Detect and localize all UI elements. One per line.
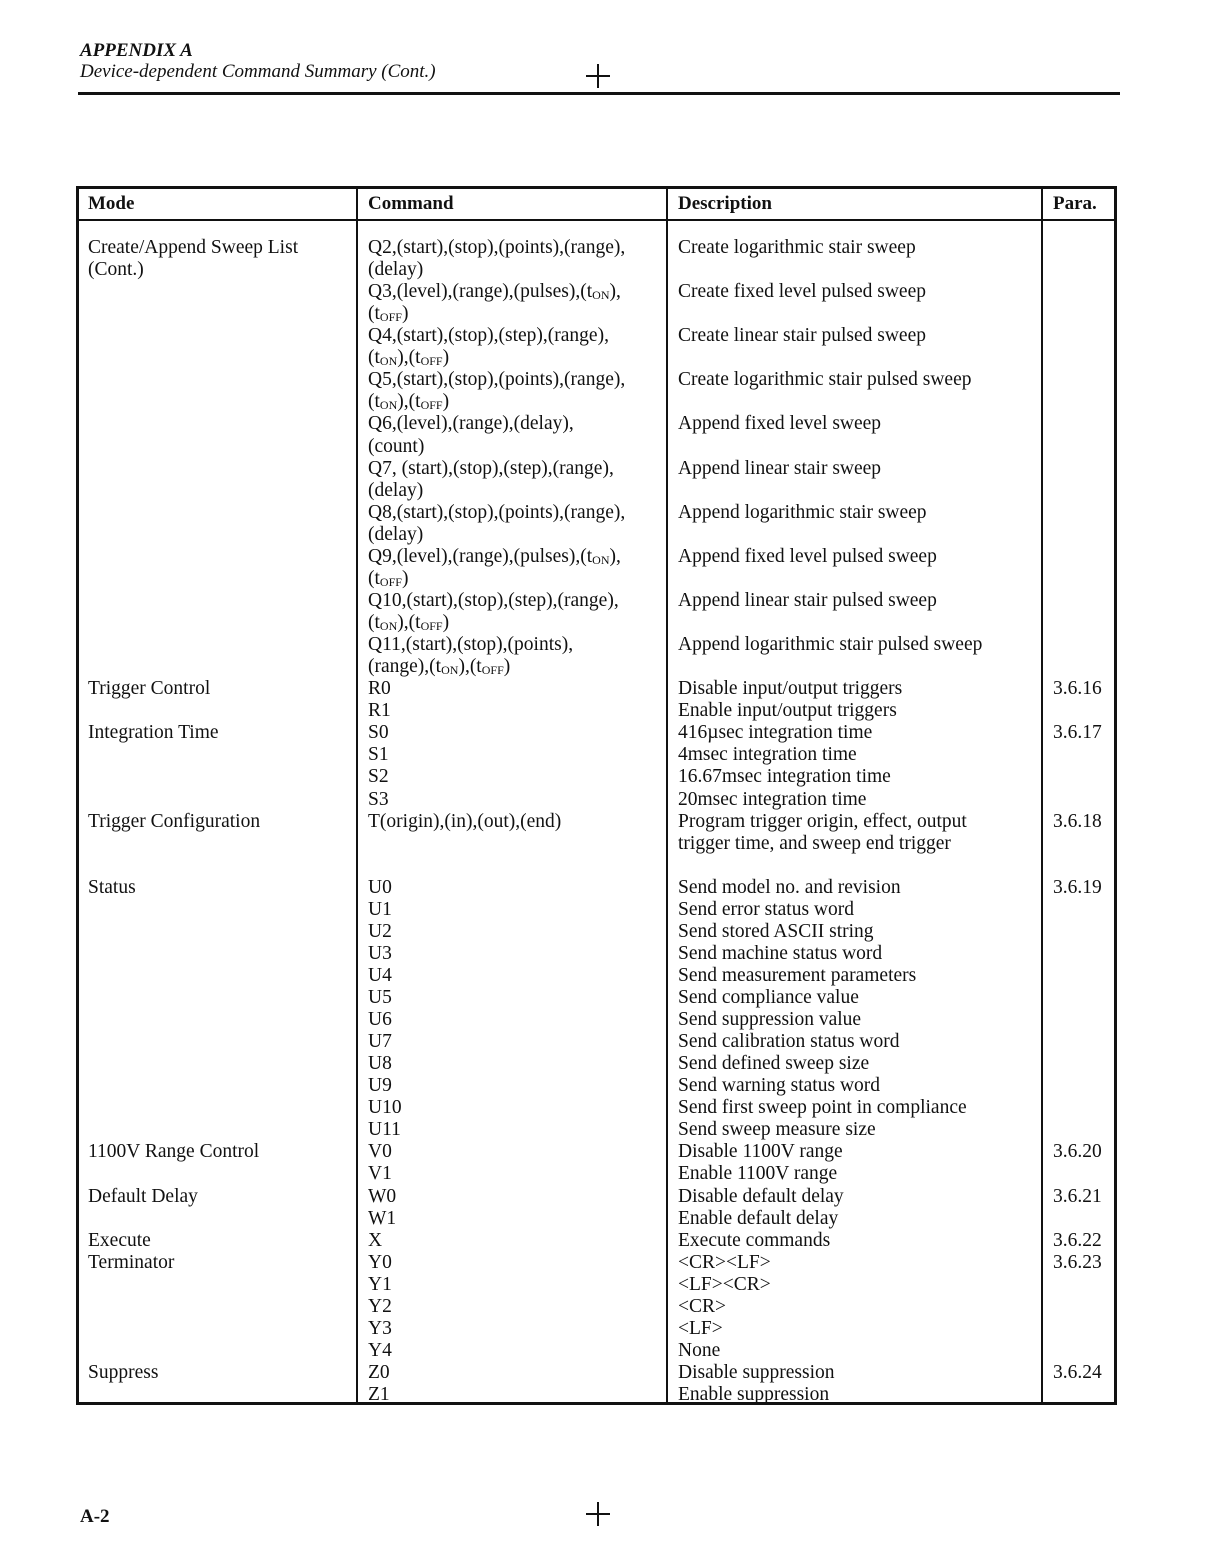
- mode-cell: Execute: [88, 1230, 151, 1251]
- mode-cell: 1100V Range Control: [88, 1141, 260, 1162]
- description-cell: Append fixed level sweep: [678, 413, 882, 434]
- command-cell: $Q9,(level),(range),(pulses),(t_{ON})$,: [368, 546, 621, 567]
- description-cell: Enable default delay: [678, 1208, 839, 1229]
- command-cell: Q2,(start),(stop),(points),(range),: [368, 237, 626, 258]
- description-cell: Disable 1100V range: [678, 1141, 843, 1162]
- command-cell: U0: [368, 877, 392, 898]
- para-cell: 3.6.16: [1053, 678, 1102, 699]
- mode-cell: Default Delay: [88, 1186, 198, 1207]
- command-cell: $(t_{OFF})$: [368, 303, 409, 324]
- column-header-description: Description: [678, 193, 772, 214]
- command-cell: $Q3,(level),(range),(pulses),(t_{ON})$,: [368, 281, 621, 302]
- command-cell: Q10,(start),(stop),(step),(range),: [368, 590, 619, 611]
- command-cell: Q6,(level),(range),(delay),: [368, 413, 574, 434]
- command-cell: Y0: [368, 1252, 392, 1273]
- command-cell: V0: [368, 1141, 392, 1162]
- command-cell: W0: [368, 1186, 397, 1207]
- command-cell: Z1: [368, 1384, 390, 1405]
- command-cell: S0: [368, 722, 389, 743]
- description-cell: Send first sweep point in compliance: [678, 1097, 967, 1118]
- description-cell: Create logarithmic stair pulsed sweep: [678, 369, 972, 390]
- registration-mark-icon: [586, 64, 610, 88]
- command-cell: X: [368, 1230, 383, 1251]
- description-cell: Create fixed level pulsed sweep: [678, 281, 926, 302]
- command-cell: R1: [368, 700, 391, 721]
- description-cell: Create logarithmic stair sweep: [678, 237, 916, 258]
- description-cell: <CR><LF>: [678, 1252, 771, 1273]
- command-cell: $(t_{ON}),(t_{OFF})$: [368, 347, 450, 368]
- mode-cell: Status: [88, 877, 136, 898]
- description-cell: Send warning status word: [678, 1075, 881, 1096]
- column-divider: [356, 186, 358, 1405]
- command-cell: Q7, (start),(stop),(step),(range),: [368, 458, 614, 479]
- mode-cell: Create/Append Sweep List: [88, 237, 299, 258]
- command-cell: U11: [368, 1119, 401, 1140]
- command-cell: U4: [368, 965, 392, 986]
- command-cell: W1: [368, 1208, 397, 1229]
- command-cell: U9: [368, 1075, 392, 1096]
- mode-cell: Trigger Control: [88, 678, 211, 699]
- column-divider: [666, 186, 668, 1405]
- description-cell: Send compliance value: [678, 987, 859, 1008]
- description-cell: Append linear stair sweep: [678, 458, 882, 479]
- command-cell: U7: [368, 1031, 392, 1052]
- description-cell: Program trigger origin, effect, output: [678, 811, 967, 832]
- command-cell: (count): [368, 436, 425, 457]
- command-cell: Q8,(start),(stop),(points),(range),: [368, 502, 626, 523]
- description-cell: 16.67msec integration time: [678, 766, 891, 787]
- description-cell: Send calibration status word: [678, 1031, 900, 1052]
- description-cell: Enable 1100V range: [678, 1163, 838, 1184]
- command-cell: U5: [368, 987, 392, 1008]
- description-cell: 4msec integration time: [678, 744, 857, 765]
- command-cell: Q11,(start),(stop),(points),: [368, 634, 574, 655]
- command-cell: S1: [368, 744, 389, 765]
- command-cell: Y2: [368, 1296, 392, 1317]
- para-cell: 3.6.17: [1053, 722, 1102, 743]
- description-cell: Append logarithmic stair sweep: [678, 502, 927, 523]
- command-cell: Z0: [368, 1362, 390, 1383]
- command-cell: R0: [368, 678, 391, 699]
- para-cell: 3.6.20: [1053, 1141, 1102, 1162]
- command-cell: V1: [368, 1163, 392, 1184]
- command-cell: (delay): [368, 259, 424, 280]
- column-header-mode: Mode: [88, 193, 135, 214]
- command-cell: (delay): [368, 524, 424, 545]
- para-cell: 3.6.21: [1053, 1186, 1102, 1207]
- description-cell: Append fixed level pulsed sweep: [678, 546, 937, 567]
- description-cell: Send machine status word: [678, 943, 883, 964]
- command-cell: $(t_{ON}),(t_{OFF})$: [368, 391, 450, 412]
- mode-cell: Trigger Configuration: [88, 811, 261, 832]
- appendix-subtitle: Device-dependent Command Summary (Cont.): [80, 61, 436, 82]
- para-cell: 3.6.23: [1053, 1252, 1102, 1273]
- command-cell: U6: [368, 1009, 392, 1030]
- appendix-title: APPENDIX A: [80, 40, 193, 61]
- command-cell: U1: [368, 899, 392, 920]
- command-cell: $(t_{ON}),(t_{OFF})$: [368, 612, 450, 633]
- description-cell: Append linear stair pulsed sweep: [678, 590, 937, 611]
- column-header-command: Command: [368, 193, 454, 214]
- command-cell: (delay): [368, 480, 424, 501]
- description-cell: Send stored ASCII string: [678, 921, 874, 942]
- description-cell: Disable input/output triggers: [678, 678, 903, 699]
- command-cell: T(origin),(in),(out),(end): [368, 811, 562, 832]
- para-cell: 3.6.24: [1053, 1362, 1102, 1383]
- para-cell: 3.6.18: [1053, 811, 1102, 832]
- description-cell: Send defined sweep size: [678, 1053, 870, 1074]
- command-cell: U3: [368, 943, 392, 964]
- description-cell: Append logarithmic stair pulsed sweep: [678, 634, 983, 655]
- mode-cell: Terminator: [88, 1252, 175, 1273]
- description-cell: <LF><CR>: [678, 1274, 771, 1295]
- command-cell: U2: [368, 921, 392, 942]
- command-cell: Y4: [368, 1340, 392, 1361]
- description-cell: <LF>: [678, 1318, 723, 1339]
- command-cell: $(range),(t_{ON}),(t_{OFF})$: [368, 656, 511, 677]
- command-cell: $(t_{OFF})$: [368, 568, 409, 589]
- description-cell: Send suppression value: [678, 1009, 862, 1030]
- column-header-para: Para.: [1053, 193, 1097, 214]
- command-cell: U10: [368, 1097, 402, 1118]
- description-cell: <CR>: [678, 1296, 727, 1317]
- mode-cell: (Cont.): [88, 259, 144, 280]
- column-divider: [1041, 186, 1043, 1405]
- page-number: A-2: [80, 1506, 110, 1527]
- command-cell: Q5,(start),(stop),(points),(range),: [368, 369, 626, 390]
- para-cell: 3.6.19: [1053, 877, 1102, 898]
- description-cell: trigger time, and sweep end trigger: [678, 833, 951, 854]
- command-cell: Q4,(start),(stop),(step),(range),: [368, 325, 609, 346]
- description-cell: Send measurement parameters: [678, 965, 917, 986]
- command-cell: S2: [368, 766, 389, 787]
- description-cell: Create linear stair pulsed sweep: [678, 325, 926, 346]
- command-cell: Y1: [368, 1274, 392, 1295]
- mode-cell: Integration Time: [88, 722, 219, 743]
- description-cell: Send error status word: [678, 899, 855, 920]
- command-cell: Y3: [368, 1318, 392, 1339]
- registration-mark-icon: [586, 1502, 610, 1526]
- description-cell: Execute commands: [678, 1230, 831, 1251]
- command-cell: U8: [368, 1053, 392, 1074]
- description-cell: 20msec integration time: [678, 789, 867, 810]
- mode-cell: Suppress: [88, 1362, 159, 1383]
- description-cell: Enable input/output triggers: [678, 700, 897, 721]
- description-cell: Enable suppression: [678, 1384, 830, 1405]
- description-cell: 416µsec integration time: [678, 722, 873, 743]
- header-row-rule: [76, 219, 1117, 221]
- header-rule: [78, 92, 1120, 95]
- description-cell: Send model no. and revision: [678, 877, 901, 898]
- description-cell: Disable default delay: [678, 1186, 844, 1207]
- command-cell: S3: [368, 789, 389, 810]
- description-cell: None: [678, 1340, 721, 1361]
- description-cell: Send sweep measure size: [678, 1119, 876, 1140]
- description-cell: Disable suppression: [678, 1362, 835, 1383]
- para-cell: 3.6.22: [1053, 1230, 1102, 1251]
